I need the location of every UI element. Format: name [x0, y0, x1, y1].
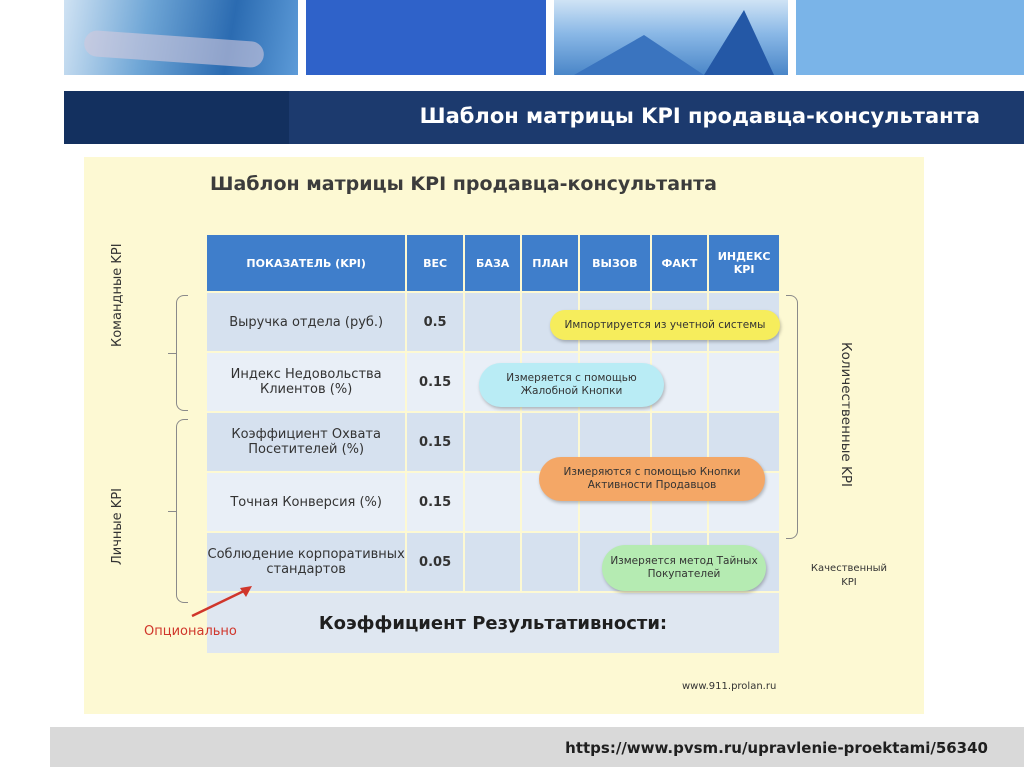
note-activity-pill: Измеряются с помощью Кнопки Активности Продавцов — [539, 457, 765, 501]
note-imported-pill: Импортируется из учетной системы — [550, 310, 780, 340]
optional-label: Опционально — [144, 624, 237, 639]
footer-bar — [50, 727, 1024, 767]
quantitative-kpi-brace — [786, 295, 798, 539]
kpi-weight: 0.05 — [407, 533, 463, 591]
source-caption: www.911.prolan.ru — [682, 681, 777, 692]
page-title: Шаблон матрицы KPI продавца-консультанта — [419, 104, 980, 128]
team-kpi-label: Командные KPI — [110, 243, 125, 347]
personal-kpi-label: Личные KPI — [110, 488, 125, 565]
note-mystery-pill: Измеряется метод Тайных Покупателей — [602, 545, 766, 591]
note-complaint-pill: Измеряется с помощью Жалобной Кнопки — [479, 363, 664, 407]
kpi-weight: 0.15 — [407, 413, 463, 471]
kpi-weight: 0.5 — [407, 293, 463, 351]
team-kpi-brace-tick — [168, 353, 176, 354]
slide-title: Шаблон матрицы KPI продавца-консультанта — [210, 173, 717, 195]
kpi-indicator: Точная Конверсия (%) — [207, 473, 405, 531]
team-kpi-brace — [176, 295, 188, 411]
banner-block-blue — [306, 0, 546, 75]
title-bar — [64, 91, 1024, 144]
kpi-indicator: Выручка отдела (руб.) — [207, 293, 405, 351]
kpi-indicator: Соблюдение корпоративных стандартов — [207, 533, 405, 591]
banner-image-keyboard — [64, 0, 298, 75]
effectiveness-coefficient-label: Коэффициент Результативности: — [207, 593, 779, 653]
banner-image-buildings — [554, 0, 788, 75]
quantitative-kpi-label: Количественные KPI — [838, 342, 854, 487]
kpi-slide-image — [84, 157, 924, 714]
title-bar-accent — [64, 91, 289, 144]
qualitative-kpi-label: Качественный KPI — [810, 563, 888, 588]
table-header-row — [207, 235, 779, 291]
kpi-weight: 0.15 — [407, 473, 463, 531]
source-url: https://www.pvsm.ru/upravlenie-proektami/56340 — [565, 739, 988, 757]
column-header: ПОКАЗАТЕЛЬ (KPI) — [207, 235, 405, 291]
personal-kpi-brace — [176, 419, 188, 603]
column-header: ВЕС — [407, 235, 463, 291]
column-header: БАЗА — [465, 235, 521, 291]
column-header: ИНДЕКС KPI — [709, 235, 779, 291]
personal-kpi-brace-tick — [168, 511, 176, 512]
column-header: ФАКТ — [652, 235, 708, 291]
column-header: ВЫЗОВ — [580, 235, 650, 291]
kpi-weight: 0.15 — [407, 353, 463, 411]
table-row-total — [207, 593, 779, 653]
arrow-icon — [188, 582, 258, 622]
kpi-matrix-table — [205, 233, 781, 655]
banner-block-light-blue — [796, 0, 1024, 75]
column-header: ПЛАН — [522, 235, 578, 291]
kpi-indicator: Индекс Недовольства Клиентов (%) — [207, 353, 405, 411]
kpi-indicator: Коэффициент Охвата Посетителей (%) — [207, 413, 405, 471]
